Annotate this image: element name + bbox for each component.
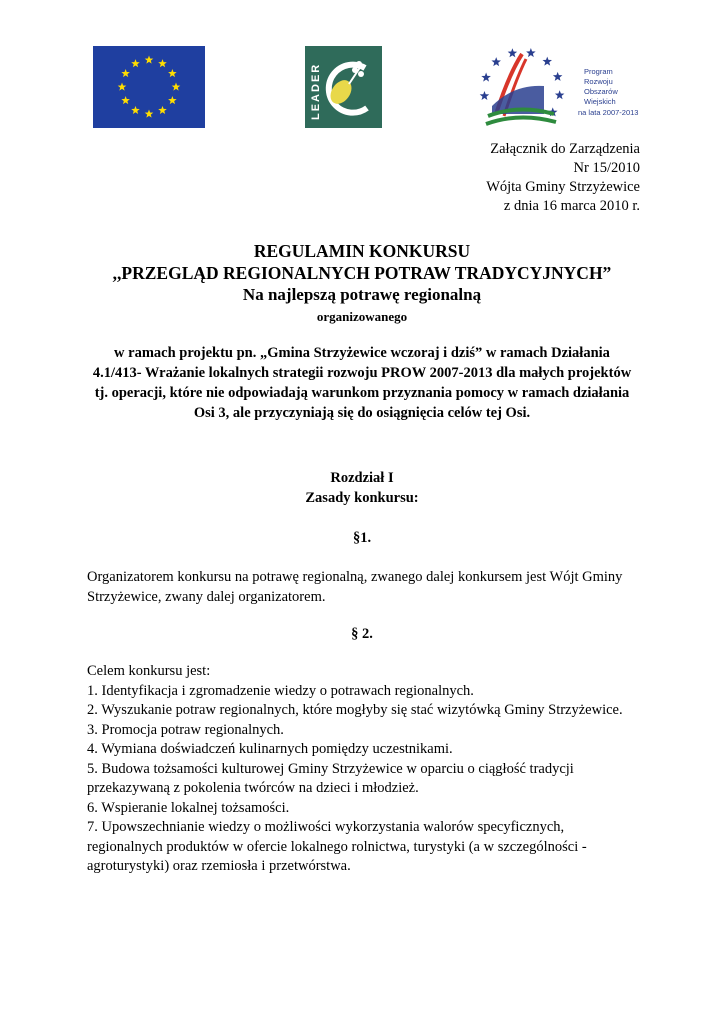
section-1-heading: §1. xyxy=(352,530,372,546)
title-line-4: organizowanego xyxy=(316,309,408,324)
prow-text-4: Wiejskich xyxy=(584,97,616,106)
star-icon xyxy=(553,72,563,81)
section-2-line: 2. Wyszukanie potraw regionalnych, które mogłyby się stać wizytówką Gminy Strzyżewice. xyxy=(87,702,623,718)
section-2-line: 7. Upowszechnianie wiedzy o możliwości wykorzystania walorów specyficznych, xyxy=(87,819,565,835)
section-2-line: 3. Promocja potraw regionalnych. xyxy=(87,721,284,738)
section-2-line: agroturystyki) oraz rzemiosła i przetwórstwa. xyxy=(87,858,351,874)
annex-line-2: Nr 15/2010 xyxy=(573,160,640,176)
leader-logo xyxy=(305,46,382,128)
prow-logo xyxy=(474,44,649,134)
chapter-line-1: Rozdział I xyxy=(330,470,394,486)
section-1-text xyxy=(87,568,647,607)
prow-text-1: Program xyxy=(584,67,613,76)
chapter-heading xyxy=(60,468,664,508)
section-2-line: 1. Identyfikacja i zgromadzenie wiedzy o potrawach regionalnych. xyxy=(87,682,474,699)
project-line-3: tj. operacji, które nie odpowiadają warunkom przyznania pomocy w ramach działania xyxy=(94,385,630,401)
annex-line-3: Wójta Gminy Strzyżewice xyxy=(486,179,640,195)
section-2-line: 6. Wspieranie lokalnej tożsamości. xyxy=(87,799,290,816)
star-icon xyxy=(481,73,491,82)
chapter-line-2: Zasady konkursu: xyxy=(305,490,419,506)
annex-line-1: Załącznik do Zarządzenia xyxy=(490,141,640,157)
star-icon xyxy=(508,48,518,57)
project-line-1: w ramach projektu pn. „Gmina Strzyżewice wczoraj i dziś” w ramach Działania xyxy=(114,345,610,361)
annex-note xyxy=(486,140,640,216)
prow-text-3: Obszarów xyxy=(584,87,618,96)
section-2-line: 4. Wymiana doświadczeń kulinarnych pomiędzy uczestnikami. xyxy=(87,741,453,757)
logo-bar xyxy=(0,44,724,134)
section-2-line: regionalnych produktów w ofercie lokalnego rolnictwa, turystyki (a w szczególności - xyxy=(87,838,587,855)
section-2-line: Celem konkursu jest: xyxy=(87,663,211,679)
title-line-2: ,,PRZEGLĄD REGIONALNYCH POTRAW TRADYCYJNYCH” xyxy=(112,263,612,283)
section-2-text xyxy=(87,662,647,877)
title-line-3: Na najlepszą potrawę regionalną xyxy=(242,285,482,304)
star-icon xyxy=(480,91,490,100)
section-2-line: 5. Budowa tożsamości kulturowej Gminy Strzyżewice w oparciu o ciągłość tradycji xyxy=(87,760,574,777)
star-icon xyxy=(526,48,536,57)
section-2-line: przekazywaną z pokolenia twórców na dzieci i młodzież. xyxy=(87,780,419,796)
annex-line-4: z dnia 16 marca 2010 r. xyxy=(503,198,640,214)
prow-text-5: na lata 2007-2013 xyxy=(578,108,639,117)
title-line-1: REGULAMIN KONKURSU xyxy=(253,241,471,261)
prow-text-2: Rozwoju xyxy=(584,77,613,86)
project-line-4: Osi 3, ale przyczyniają się do osiągnięcia celów tej Osi. xyxy=(193,405,531,421)
section-2-heading: § 2. xyxy=(351,626,373,642)
document-title xyxy=(60,240,664,328)
project-description xyxy=(60,343,664,423)
project-line-2: 4.1/413- Wrażanie lokalnych strategii rozwoju PROW 2007-2013 dla małych projektów xyxy=(92,365,632,381)
star-icon xyxy=(491,57,501,66)
leader-logo-text: LEADER xyxy=(310,62,322,120)
section-1-line-2: Strzyżewice, zwany dalej organizatorem. xyxy=(87,588,326,605)
star-icon xyxy=(542,57,552,66)
section-1-line-1: Organizatorem konkursu na potrawę regionalną, zwanego dalej konkursem jest Wójt Gminy xyxy=(87,569,623,585)
eu-flag-logo xyxy=(93,46,205,128)
star-icon xyxy=(555,90,565,99)
